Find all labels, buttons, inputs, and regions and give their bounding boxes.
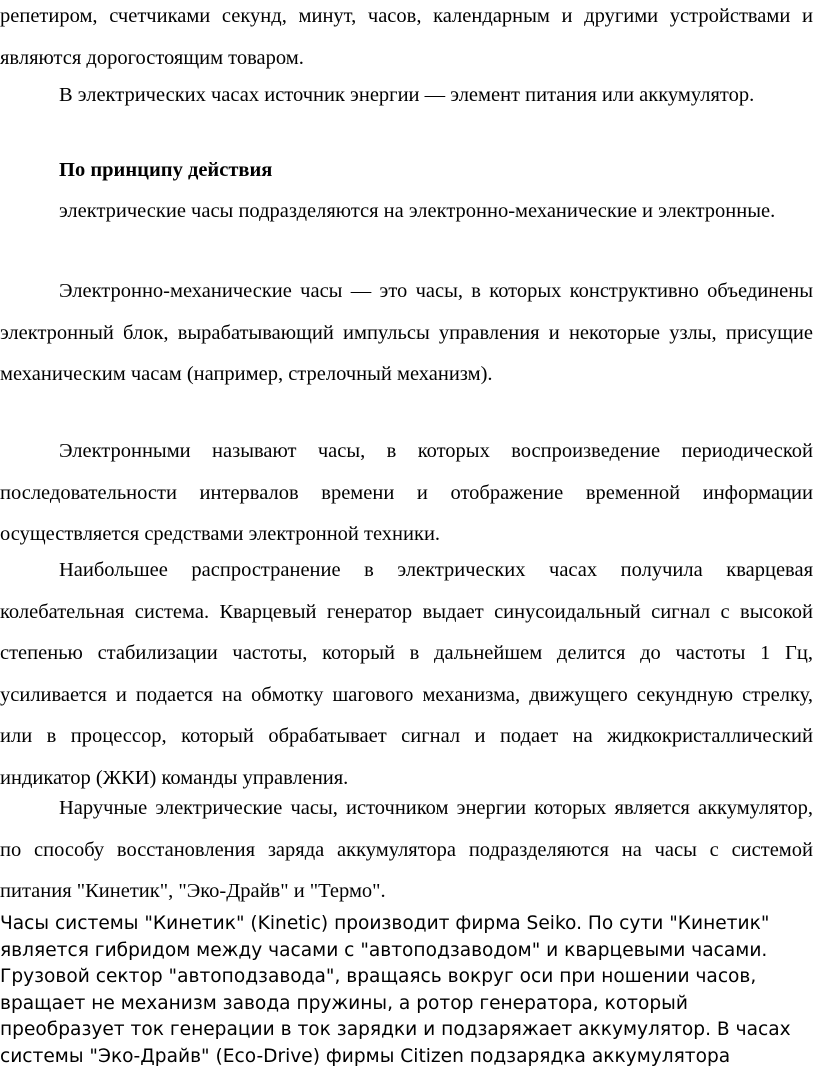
paragraph-quartz: Наибольшее распространение в электрических часах получила кварцевая колебательная система. Кварцевый генератор выдает синусоидальный сигнал с высокой степенью стабилизации частоты, который в дальнейшем делится до частоты 1 Гц, усиливается и подается на обмотку шагового механизма, движущего секундную стрелку, или в процессор, который обрабатывает сигнал и подает на жидкокристаллический индикатор (ЖКИ) команды управления. bbox=[0, 559, 813, 789]
paragraph-wristwatch: Наручные электрические часы, источником энергии которых является аккумулятор, по способу восстановления заряда аккумулятора подразделяются на часы с системой питания "Кинетик", "Эко-Драйв" и "Термо". bbox=[0, 797, 813, 902]
paragraph-kinetic: Часы системы "Кинетик" (Kinetic) производит фирма Seiko. По сути "Кинетик" является гибридом между часами с "автоподзаводом" и кварцевыми часами. Грузовой сектор "автоподзавода", вращаясь вокруг оси при ношении часов, вращает не механизм завода пружины, а ротор генератора, который преобразует ток генерации в ток зарядки и подзаряжает аккумулятор. В часах системы "Эко-Драйв" (Eco-Drive) фирмы Citizen подзарядка аккумулятора bbox=[0, 913, 791, 1067]
paragraph-electronic: Электронными называют часы, в которых воспроизведение периодической последовательности интервалов времени и отображение временной информации осуществляется средствами электронной техники. bbox=[0, 440, 813, 545]
paragraph-electromechanical: Электронно-механические часы — это часы, в которых конструктивно объединены электронный блок, вырабатывающий импульсы управления и некоторые узлы, присущие механическим часам (например, стрелочный механизм). bbox=[0, 280, 813, 385]
section-heading: По принципу действия bbox=[59, 159, 273, 181]
paragraph-classification: электрические часы подразделяются на электронно-механические и электронные. bbox=[59, 200, 776, 222]
paragraph-energy-source: В электрических часах источник энергии — элемент питания или аккумулятор. bbox=[59, 84, 755, 106]
paragraph-continuation: репетиром, счетчиками секунд, минут, часов, календарным и другими устройствами и являются дорогостоящим товаром. bbox=[0, 5, 813, 69]
